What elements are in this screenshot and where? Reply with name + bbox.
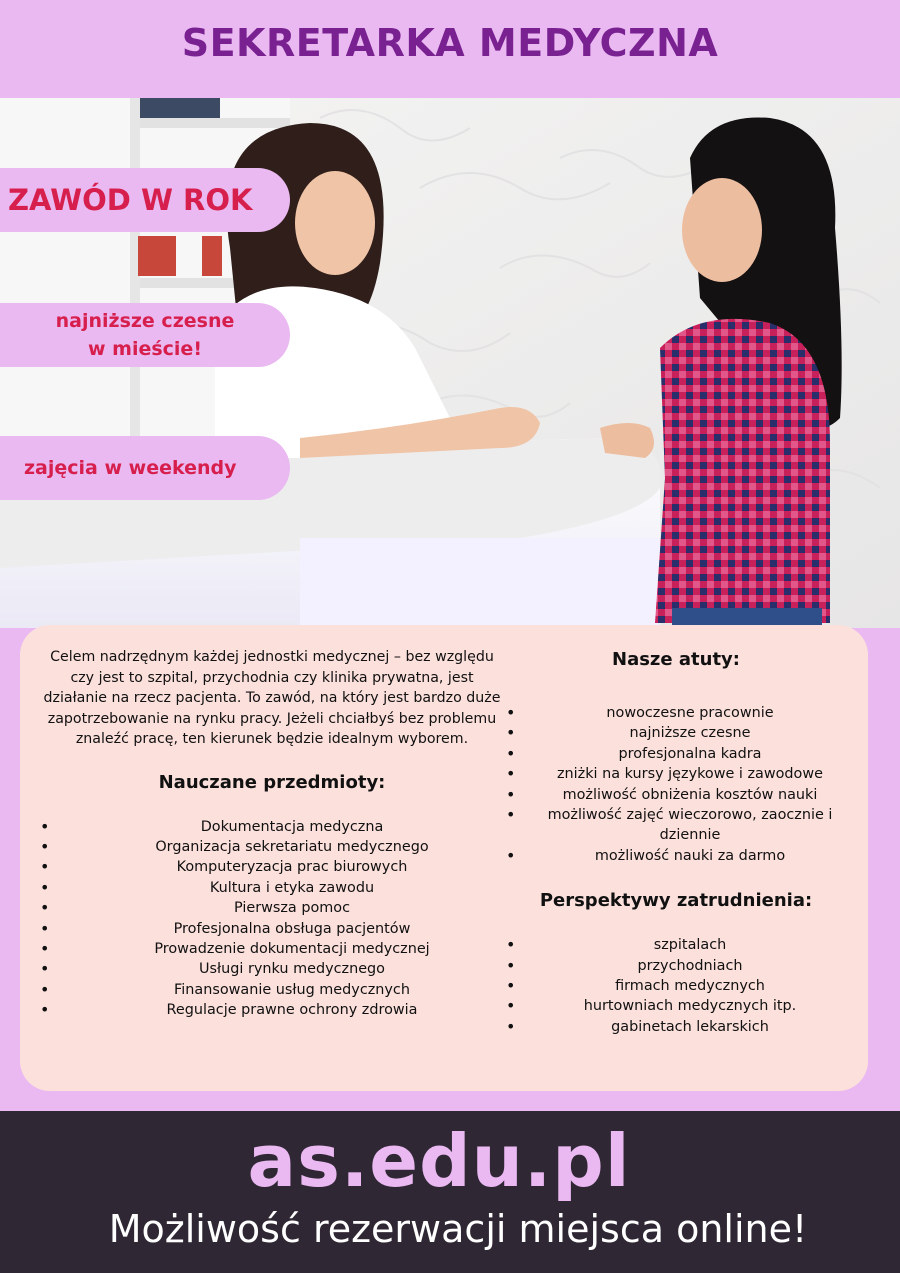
header-banner xyxy=(0,0,900,98)
list-item: • Kultura i etyka zawodu xyxy=(40,878,504,898)
list-item: • Prowadzenie dokumentacji medycznej xyxy=(40,939,504,959)
list-item: • Profesjonalna obsługa pacjentów xyxy=(40,919,504,939)
badge-lowest-tuition-line1: najniższe czesne xyxy=(55,310,235,332)
advantages-list xyxy=(506,703,846,866)
subjects-list xyxy=(40,817,504,1021)
badge-lowest-tuition-line2: w mieście! xyxy=(87,338,202,360)
list-item: • możliwość nauki za darmo xyxy=(506,846,846,866)
info-card xyxy=(20,625,868,1091)
list-item: • Usługi rynku medycznego xyxy=(40,959,504,979)
list-item: • Dokumentacja medyczna xyxy=(40,817,504,837)
list-item: • profesjonalna kadra xyxy=(506,744,846,764)
list-item: • Regulacje prawne ochrony zdrowia xyxy=(40,1000,504,1020)
footer-banner xyxy=(0,1111,900,1273)
jobs-heading: Perspektywy zatrudnienia: xyxy=(539,890,813,912)
list-item: • hurtowniach medycznych itp. xyxy=(506,996,846,1016)
footer-tagline: Możliwość rezerwacji miejsca online! xyxy=(108,1207,808,1251)
list-item: • nowoczesne pracownie xyxy=(506,703,846,723)
list-item: • zniżki na kursy językowe i zawodowe xyxy=(506,764,846,784)
list-item: • możliwość zajęć wieczorowo, zaocznie i dziennie xyxy=(506,805,846,846)
list-item: • Komputeryzacja prac biurowych xyxy=(40,857,504,877)
badge-profession-text: ZAWÓD W ROK xyxy=(8,183,253,217)
list-item: • Finansowanie usług medycznych xyxy=(40,980,504,1000)
badge-lowest-tuition xyxy=(0,303,290,367)
list-item: • gabinetach lekarskich xyxy=(506,1017,846,1037)
list-item: • Organizacja sekretariatu medycznego xyxy=(40,837,504,857)
advantages-heading: Nasze atuty: xyxy=(612,649,740,670)
jobs-list xyxy=(506,935,846,1037)
subjects-heading: Nauczane przedmioty: xyxy=(158,771,386,793)
intro-paragraph: Celem nadrzędnym każdej jednostki medycznej – bez względu czy jest to szpital, przychodnia czy klinika prywatna, jest działanie na rzecz pacjenta. To zawód, na który jest bardzo duże zapotrzebowanie na rynku pracy. Jeżeli chciałbyś bez problemu znaleźć pracę, ten kierunek będzie idealnym wyborem. xyxy=(43,649,501,747)
website-link[interactable]: as.edu.pl xyxy=(247,1119,631,1203)
list-item: • najniższe czesne xyxy=(506,723,846,743)
list-item: • możliwość obniżenia kosztów nauki xyxy=(506,785,846,805)
list-item: • przychodniach xyxy=(506,956,846,976)
list-item: • szpitalach xyxy=(506,935,846,955)
badge-weekend-text: zajęcia w weekendy xyxy=(24,457,237,479)
badge-profession-in-a-year xyxy=(0,168,290,232)
list-item: • firmach medycznych xyxy=(506,976,846,996)
badge-weekend-classes xyxy=(0,436,290,500)
info-right-column xyxy=(506,647,846,1037)
page-title: SEKRETARKA MEDYCZNA xyxy=(181,21,719,65)
list-item: • Pierwsza pomoc xyxy=(40,898,504,918)
info-left-column xyxy=(40,647,504,1021)
